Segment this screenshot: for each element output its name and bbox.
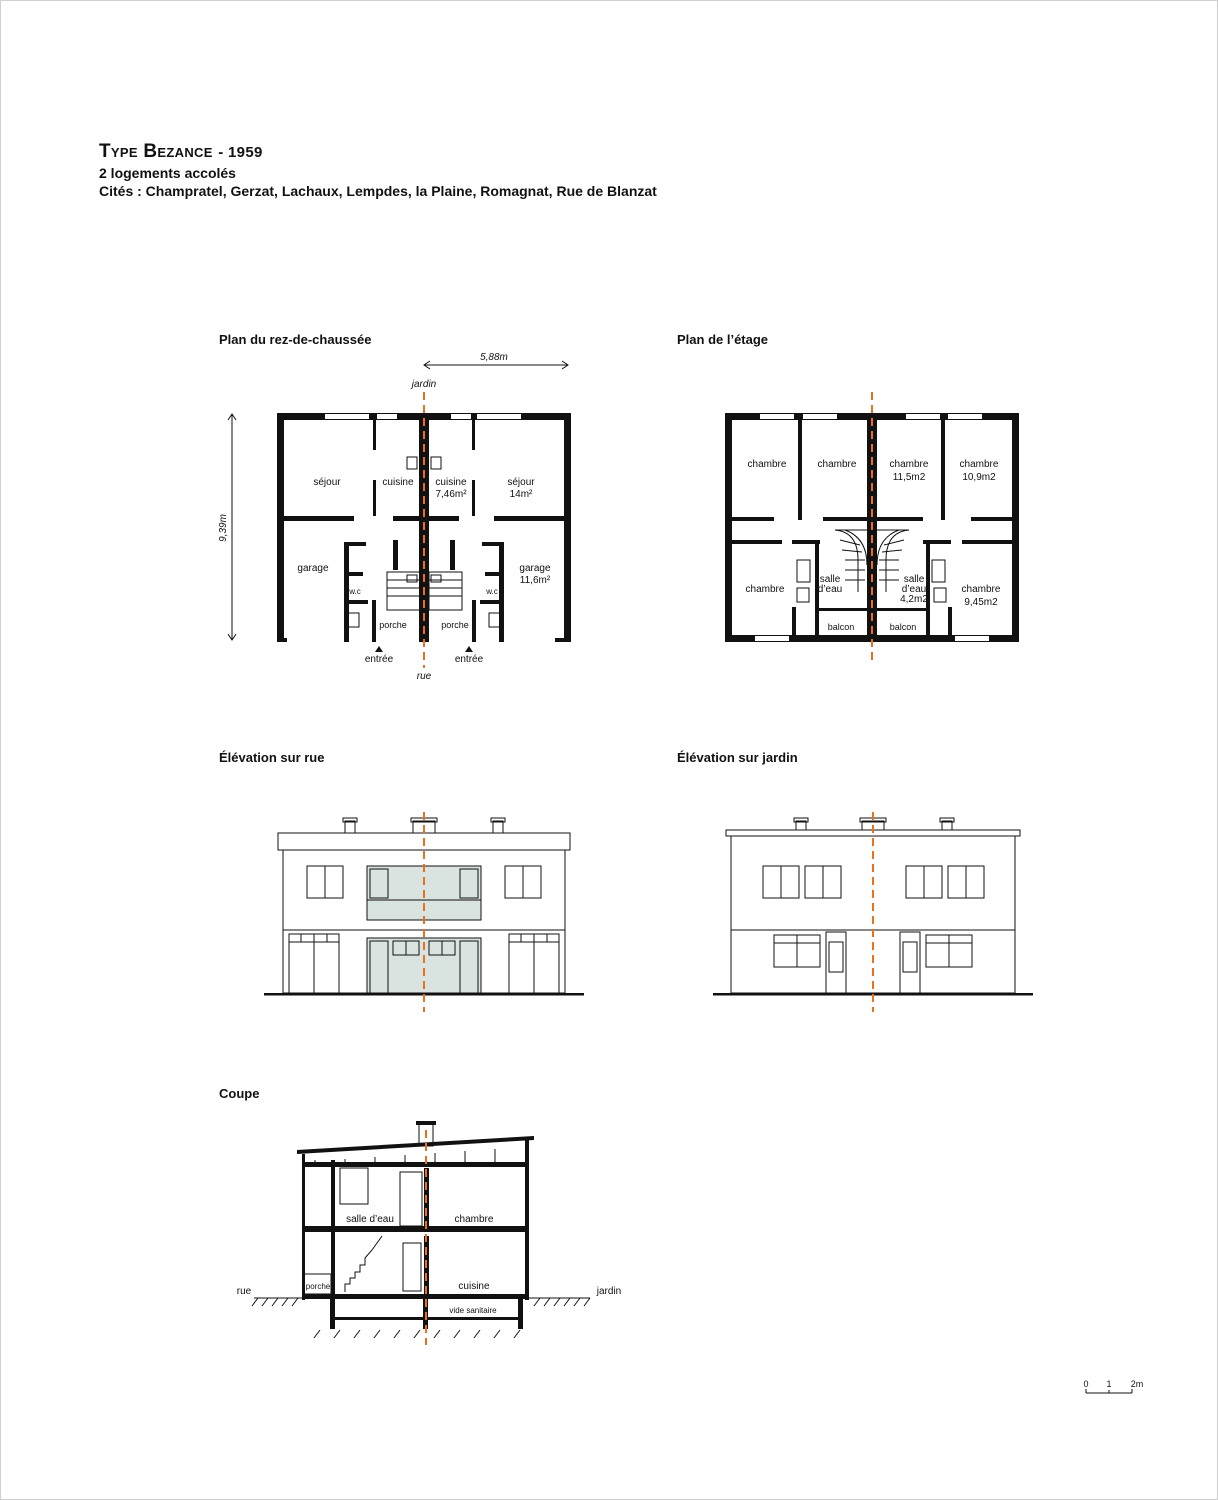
- section-jardin: jardin: [596, 1286, 622, 1297]
- garden-elevation-title: Élévation sur jardin: [677, 750, 798, 765]
- scale-tick-2: 2m: [1130, 1379, 1144, 1389]
- street-elevation-title: Élévation sur rue: [219, 750, 325, 765]
- room-chambre-3: chambre: [889, 459, 929, 470]
- width-dimension: [424, 352, 568, 369]
- width-dim-label: 5,88m: [480, 352, 508, 363]
- upper-floor-plan: [725, 392, 1019, 662]
- salle-right-2: d’eau: [901, 584, 927, 595]
- room-cuisine-right: cuisine: [435, 477, 467, 488]
- salle-right-area: 4,2m2: [900, 594, 928, 605]
- section-cuisine: cuisine: [458, 1281, 490, 1292]
- sloped-roof: [297, 1136, 534, 1154]
- porche-left: porche: [379, 620, 407, 630]
- room-sejour-left: séjour: [313, 477, 341, 488]
- upper-plan-title: Plan de l’étage: [677, 332, 769, 347]
- room-wc-right: w.c: [486, 587, 498, 596]
- type-year: - 1959: [218, 144, 263, 161]
- room-chambre-5: chambre: [745, 584, 785, 595]
- section-salle-deau: salle d’eau: [346, 1214, 394, 1225]
- scale-bar: [1083, 1379, 1143, 1393]
- entree-right: entrée: [454, 654, 484, 665]
- sejour-area: 14m²: [509, 489, 533, 500]
- room-garage-right: garage: [519, 563, 551, 574]
- section-title: Coupe: [219, 1086, 260, 1101]
- scale-tick-1: 1: [1106, 1379, 1112, 1389]
- room-chambre-6: chambre: [961, 584, 1001, 595]
- chambre-4-area: 10,9m2: [962, 472, 996, 483]
- room-chambre-1: chambre: [747, 459, 787, 470]
- subtitle: 2 logements accolés: [99, 165, 236, 181]
- room-chambre-2: chambre: [817, 459, 857, 470]
- depth-dim-label: 9,39m: [218, 514, 229, 542]
- chambre-6-area: 9,45m2: [964, 597, 998, 608]
- scale-tick-0: 0: [1083, 1379, 1089, 1389]
- section-rue: rue: [236, 1286, 252, 1297]
- room-cuisine-left: cuisine: [382, 477, 414, 488]
- entry-arrow-right: [465, 646, 473, 652]
- balcon-left: balcon: [827, 622, 855, 632]
- garage-area: 11,6m²: [519, 575, 551, 586]
- chambre-3-area: 11,5m2: [892, 472, 926, 483]
- garden-elevation: [713, 812, 1033, 1012]
- room-wc-left: w.c: [349, 587, 361, 596]
- section-porche: porche: [305, 1282, 331, 1291]
- cites-list: Cités : Champratel, Gerzat, Lachaux, Lempdes, la Plaine, Romagnat, Rue de Blanzat: [99, 183, 657, 199]
- room-garage-left: garage: [297, 563, 329, 574]
- salle-left-1: salle: [819, 574, 841, 585]
- street-elevation: [264, 812, 584, 1012]
- salle-right-1: salle: [903, 574, 925, 585]
- entree-left: entrée: [364, 654, 394, 665]
- room-chambre-4: chambre: [959, 459, 999, 470]
- ground-floor-plan: [218, 352, 571, 682]
- section-chambre: chambre: [454, 1214, 494, 1225]
- section-vide-sanitaire: vide sanitaire: [449, 1306, 497, 1315]
- floor-slab: [302, 1226, 528, 1232]
- type-name: Type Bezance: [99, 141, 213, 162]
- depth-dimension: [218, 414, 236, 640]
- balcon-right: balcon: [889, 622, 917, 632]
- entry-arrow-left: [375, 646, 383, 652]
- salle-left-2: d’eau: [817, 584, 843, 595]
- porche-right: porche: [441, 620, 469, 630]
- street-label: rue: [416, 671, 432, 682]
- ground-slab: [302, 1294, 528, 1299]
- building-section: [237, 1121, 621, 1345]
- ground-plan-title: Plan du rez-de-chaussée: [219, 332, 372, 347]
- garden-label: jardin: [411, 379, 437, 390]
- room-sejour-right: séjour: [507, 477, 535, 488]
- cuisine-area: 7,46m²: [435, 489, 467, 500]
